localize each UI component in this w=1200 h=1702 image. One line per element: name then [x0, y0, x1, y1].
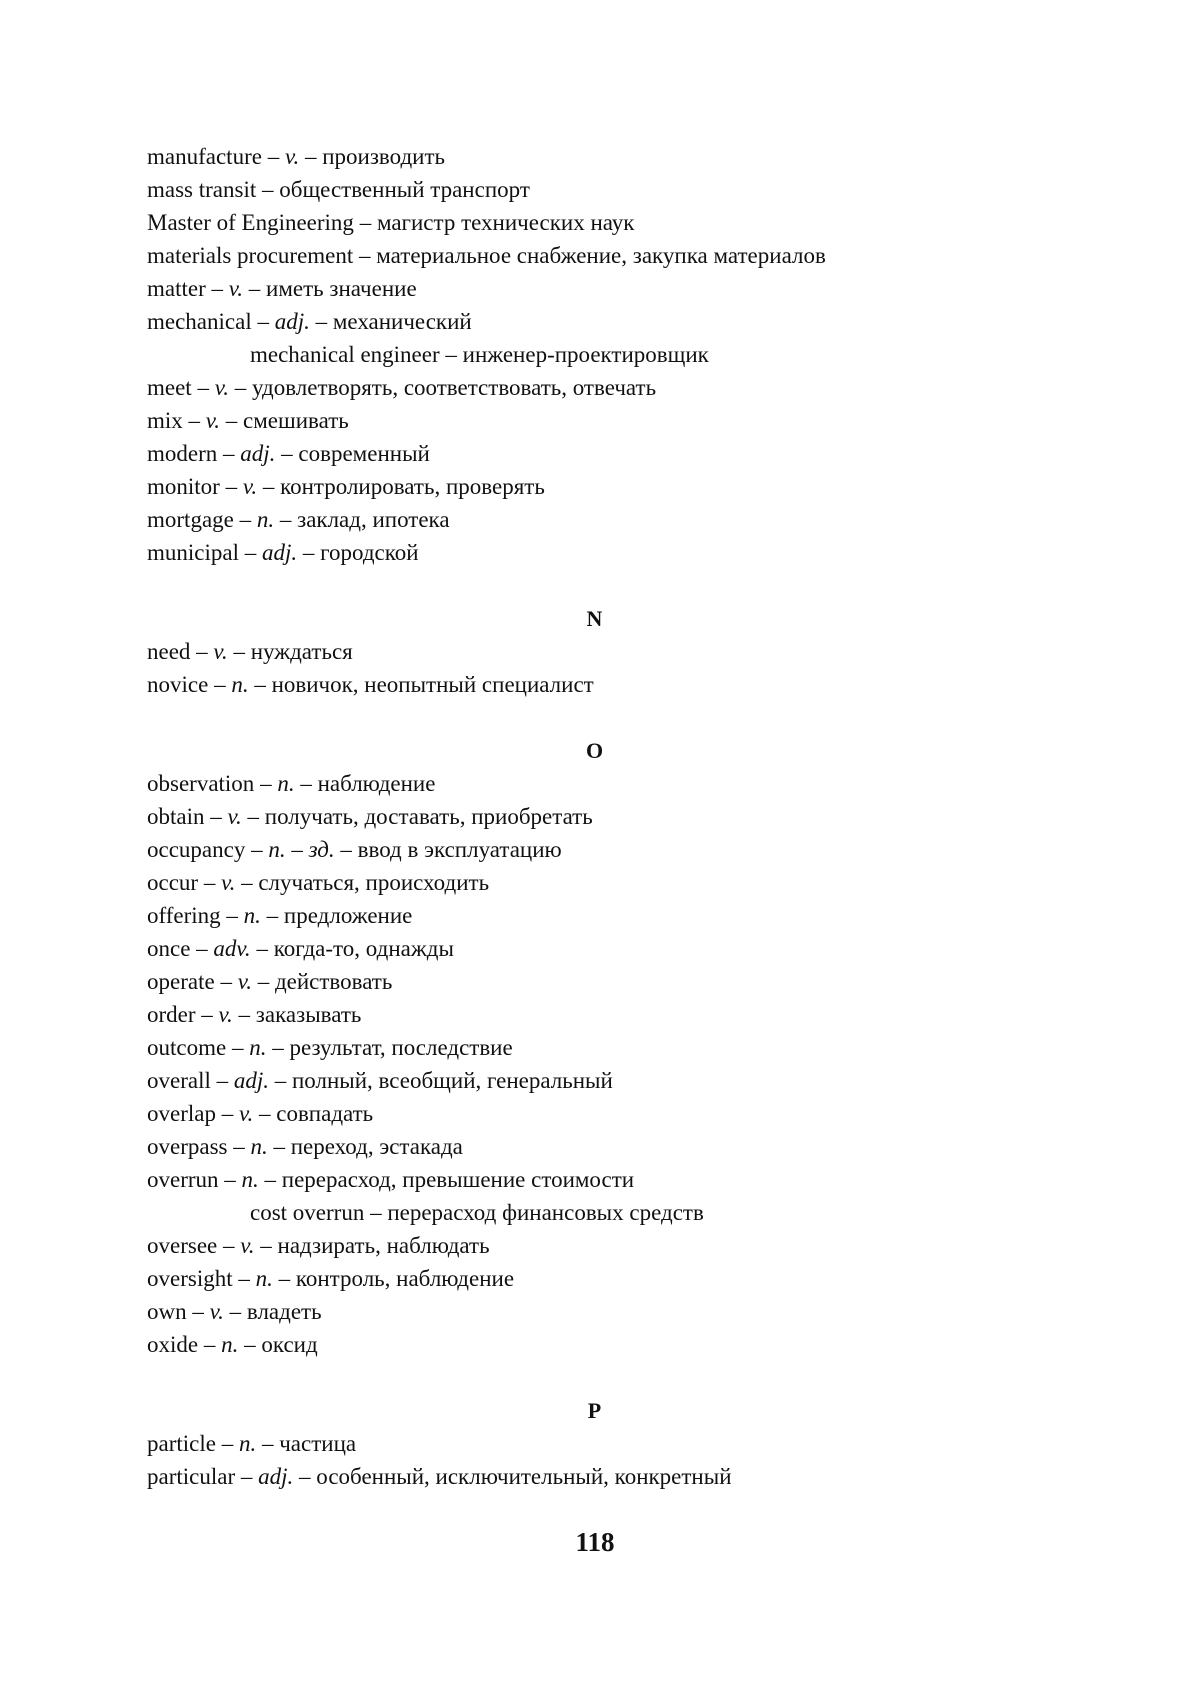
entry-translation: перерасход финансовых средств — [387, 1200, 704, 1225]
glossary-entry: occupancy – n. – зд. – ввод в эксплуатацию — [147, 837, 562, 862]
entry-translation: общественный транспорт — [279, 177, 530, 202]
entry-part-of-speech: n. — [238, 1431, 257, 1456]
entry-term: matter — [147, 276, 206, 301]
page-number: 118 — [575, 1527, 615, 1557]
entry-term: oversight — [147, 1266, 233, 1291]
entry-translation: заказывать — [255, 1002, 362, 1027]
entry-part-of-speech: adj. — [240, 441, 276, 466]
entry-term: outcome — [147, 1035, 227, 1060]
entry-part-of-speech: v. — [213, 639, 228, 664]
entry-translation: особенный, исключительный, конкретный — [316, 1464, 732, 1489]
entry-term: overlap — [147, 1101, 216, 1126]
entry-part-of-speech: v. — [240, 1233, 255, 1258]
entry-part-of-speech: v. — [205, 408, 221, 433]
glossary-entry: mortgage – n. – заклад, ипотека — [147, 507, 450, 532]
entry-part-of-speech: v. — [228, 276, 244, 301]
entry-translation: ввод в эксплуатацию — [357, 837, 562, 862]
entry-translation: надзирать, наблюдать — [277, 1233, 490, 1258]
entry-part-of-speech: v. — [238, 1101, 254, 1126]
entry-term: novice — [147, 672, 209, 697]
entry-part-of-speech: v. — [214, 375, 229, 400]
entry-translation: совпадать — [276, 1101, 374, 1126]
entry-part-of-speech: v. — [237, 969, 252, 994]
entry-part-of-speech: adj. — [274, 309, 310, 334]
entry-term: mechanical engineer — [250, 342, 440, 367]
glossary-entry: municipal – adj. – городской — [147, 540, 419, 565]
entry-term: mass transit — [147, 177, 257, 202]
entry-term: observation — [147, 771, 255, 796]
entry-translation: удовлетворять, соответствовать, отвечать — [251, 375, 657, 400]
entry-part-of-speech: n. — [249, 1035, 267, 1060]
entry-part-of-speech: n. — [250, 1134, 268, 1159]
entry-term: particular — [147, 1464, 236, 1489]
entry-translation: результат, последствие — [289, 1035, 513, 1060]
entry-term: mortgage — [147, 507, 234, 532]
glossary-subentry: mechanical engineer – инженер-проектировщик — [250, 342, 709, 367]
glossary-entry: particle – n. – частица — [147, 1431, 357, 1456]
entry-term: occur — [147, 870, 199, 895]
entry-term: particle — [147, 1431, 216, 1456]
glossary-entry: observation – n. – наблюдение — [147, 771, 436, 796]
entry-translation: владеть — [246, 1299, 322, 1324]
entry-translation: иметь значение — [266, 276, 417, 301]
entry-translation: когда-то, однажды — [273, 936, 454, 961]
glossary-entry: oversight – n. – контроль, наблюдение — [147, 1266, 515, 1291]
entry-term: modern — [147, 441, 218, 466]
entry-term: mechanical — [147, 309, 252, 334]
entry-part-of-speech: n. — [256, 507, 275, 532]
glossary-entry: obtain – v. – получать, доставать, приобретать — [147, 804, 593, 829]
entry-term: overall — [147, 1068, 211, 1093]
glossary-entry: oxide – n. – оксид — [147, 1332, 318, 1357]
glossary-entry: overall – adj. – полный, всеобщий, генеральный — [147, 1068, 613, 1093]
glossary-entry: monitor – v. – контролировать, проверять — [147, 474, 545, 499]
glossary-entry: mix – v. – смешивать — [147, 408, 349, 433]
entry-term: materials procurement — [147, 243, 354, 268]
glossary-entry: manufacture – v. – производить — [147, 144, 445, 169]
entry-term: mix — [147, 408, 183, 433]
entry-part-of-speech: v. — [284, 144, 300, 169]
entry-term: municipal — [147, 540, 239, 565]
glossary-entry: operate – v. – действовать — [147, 969, 393, 994]
entry-term: operate — [147, 969, 215, 994]
entry-translation: полный, всеобщий, генеральный — [292, 1068, 613, 1093]
entry-translation: частица — [279, 1431, 357, 1456]
entry-part-of-speech: v. — [242, 474, 258, 499]
entry-part-of-speech: adj. — [258, 1464, 294, 1489]
glossary-entry: overlap – v. – совпадать — [147, 1101, 374, 1126]
glossary-entry: meet – v. – удовлетворять, соответствовать, отвечать — [147, 375, 657, 400]
entry-term: monitor — [147, 474, 220, 499]
entry-term: cost overrun — [250, 1200, 365, 1225]
entry-part-of-speech: adv. — [213, 936, 251, 961]
section-letter-o: O — [585, 738, 604, 763]
entry-term: overpass — [147, 1134, 228, 1159]
entry-translation: новичок, неопытный специалист — [271, 672, 594, 697]
glossary-entry: Master of Engineering – магистр технических наук — [147, 210, 635, 235]
entry-translation: перерасход, превышение стоимости — [281, 1167, 635, 1192]
entry-term: offering — [147, 903, 221, 928]
glossary-entry: modern – adj. – современный — [147, 441, 430, 466]
entry-translation: контроль, наблюдение — [295, 1266, 515, 1291]
entry-part-of-speech: n. – зд. — [268, 837, 335, 862]
entry-translation: производить — [322, 144, 445, 169]
glossary-entry: matter – v. – иметь значение — [147, 276, 417, 301]
entry-part-of-speech: n. — [277, 771, 295, 796]
glossary-entry: novice – n. – новичок, неопытный специалист — [147, 672, 594, 697]
entry-term: overrun — [147, 1167, 219, 1192]
glossary-entry: overrun – n. – перерасход, превышение стоимости — [147, 1167, 635, 1192]
glossary-entry: overpass – n. – переход, эстакада — [147, 1134, 463, 1159]
entry-part-of-speech: n. — [231, 672, 249, 697]
entry-translation: заклад, ипотека — [297, 507, 450, 532]
entry-translation: нуждаться — [250, 639, 353, 664]
entry-term: occupancy — [147, 837, 246, 862]
entry-translation: случаться, происходить — [258, 870, 490, 895]
glossary-subentry: cost overrun – перерасход финансовых средств — [250, 1200, 704, 1225]
entry-translation: получать, доставать, приобретать — [264, 804, 593, 829]
entry-translation: инженер-проектировщик — [462, 342, 709, 367]
section-letter-n: N — [586, 606, 603, 631]
glossary-entry: once – adv. – когда-то, однажды — [147, 936, 454, 961]
entry-part-of-speech: v. — [209, 1299, 224, 1324]
entry-translation: механический — [332, 309, 472, 334]
entry-part-of-speech: v. — [221, 870, 236, 895]
glossary-entry: order – v. – заказывать — [147, 1002, 362, 1027]
glossary-entry: particular – adj. – особенный, исключительный, конкретный — [147, 1464, 732, 1489]
entry-translation: предложение — [283, 903, 413, 928]
entry-translation: магистр технических наук — [376, 210, 635, 235]
entry-translation: наблюдение — [317, 771, 436, 796]
entry-translation: оксид — [261, 1332, 318, 1357]
glossary-entry: materials procurement – материальное снабжение, закупка материалов — [147, 243, 826, 268]
entry-part-of-speech: n. — [243, 903, 261, 928]
entry-term: meet — [147, 375, 192, 400]
section-letter-p: P — [587, 1398, 602, 1423]
glossary-entry: offering – n. – предложение — [147, 903, 413, 928]
glossary-entry: outcome – n. – результат, последствие — [147, 1035, 513, 1060]
entry-translation: действовать — [274, 969, 393, 994]
entry-term: once — [147, 936, 191, 961]
entry-part-of-speech: n. — [221, 1332, 239, 1357]
glossary-entry: mechanical – adj. – механический — [147, 309, 472, 334]
entry-part-of-speech: v. — [218, 1002, 233, 1027]
entry-part-of-speech: n. — [241, 1167, 259, 1192]
entry-term: oversee — [147, 1233, 218, 1258]
entry-part-of-speech: v. — [227, 804, 242, 829]
entry-part-of-speech: adj. — [233, 1068, 269, 1093]
glossary-entry: need – v. – нуждаться — [147, 639, 353, 664]
glossary-entry: own – v. – владеть — [147, 1299, 322, 1324]
entry-term: order — [147, 1002, 196, 1027]
entry-term: own — [147, 1299, 187, 1324]
entry-term: obtain — [147, 804, 205, 829]
entry-translation: переход, эстакада — [290, 1134, 463, 1159]
glossary-entry: oversee – v. – надзирать, наблюдать — [147, 1233, 490, 1258]
entry-translation: смешивать — [243, 408, 349, 433]
glossary-entry: mass transit – общественный транспорт — [147, 177, 530, 202]
glossary-entry: occur – v. – случаться, происходить — [147, 870, 490, 895]
entry-term: oxide — [147, 1332, 199, 1357]
entry-part-of-speech: adj. — [261, 540, 298, 565]
entry-term: manufacture — [147, 144, 262, 169]
entry-translation: городской — [320, 540, 419, 565]
entry-part-of-speech: n. — [255, 1266, 273, 1291]
entry-translation: материальное снабжение, закупка материалов — [376, 243, 826, 268]
entry-translation: современный — [298, 441, 430, 466]
glossary-entries — [147, 140, 1147, 1493]
entry-translation: контролировать, проверять — [280, 474, 545, 499]
entry-term: Master of Engineering — [147, 210, 354, 235]
entry-term: need — [147, 639, 191, 664]
